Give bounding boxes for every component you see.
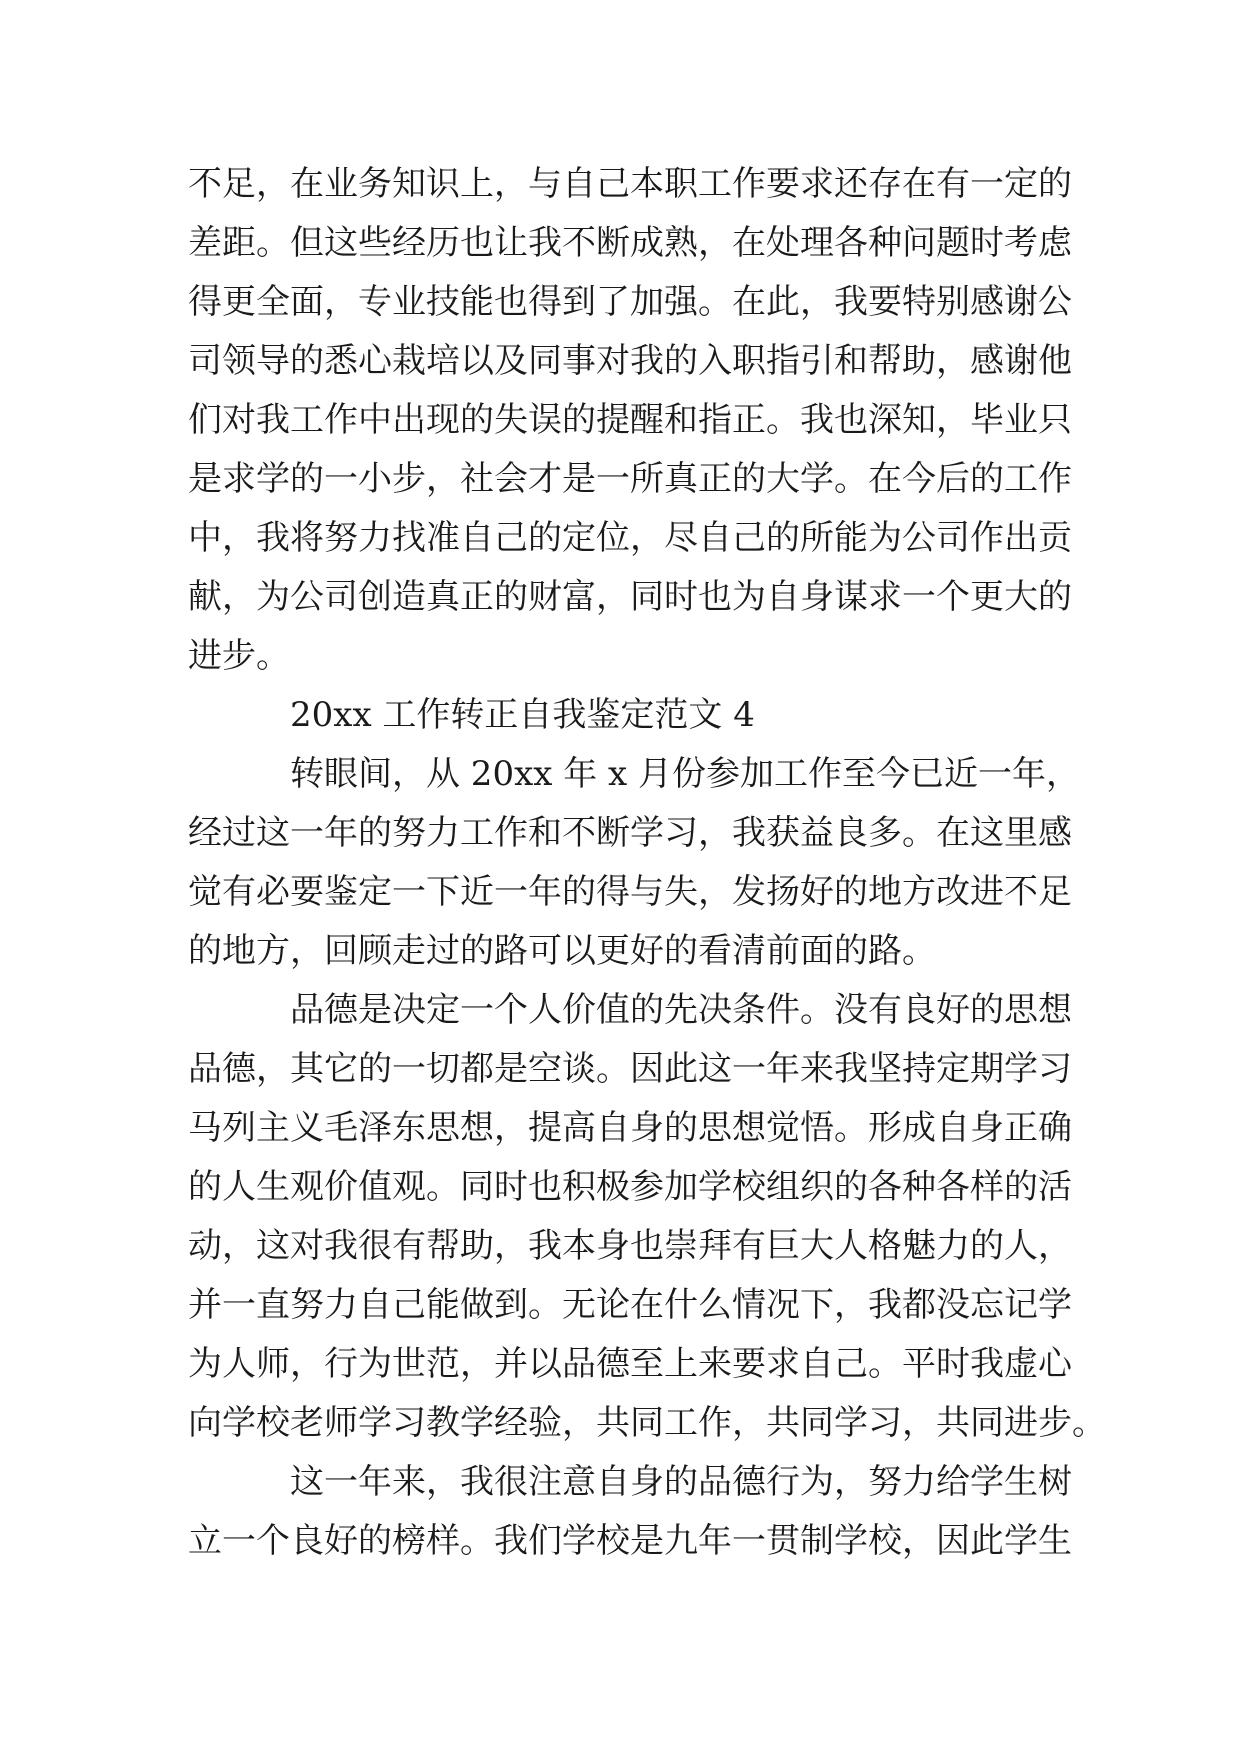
paragraph-first-line: 品德是决定一个人价值的先决条件。没有良好的思想 — [290, 990, 1072, 1030]
text-line: 马列主义毛泽东思想，提高自身的思想觉悟。形成自身正确 — [188, 1108, 1072, 1148]
text-line: 是求学的一小步，社会才是一所真正的大学。在今后的工作 — [188, 459, 1072, 499]
text-line: 司领导的悉心栽培以及同事对我的入职指引和帮助，感谢他 — [188, 341, 1072, 381]
text-line: 们对我工作中出现的失误的提醒和指正。我也深知，毕业只 — [188, 400, 1072, 440]
section-heading: 20xx 工作转正自我鉴定范文 4 — [290, 695, 755, 735]
text-line: 并一直努力自己能做到。无论在什么情况下，我都没忘记学 — [188, 1285, 1072, 1325]
paragraph-first-line: 这一年来，我很注意自身的品德行为，努力给学生树 — [290, 1462, 1072, 1502]
text-line: 觉有必要鉴定一下近一年的得与失，发扬好的地方改进不足 — [188, 872, 1072, 912]
text-line: 差距。但这些经历也让我不断成熟，在处理各种问题时考虑 — [188, 223, 1072, 263]
text-line: 动，这对我很有帮助，我本身也崇拜有巨大人格魅力的人， — [188, 1226, 1072, 1266]
text-line: 向学校老师学习教学经验，共同工作，共同学习，共同进步。 — [188, 1403, 1106, 1443]
document-body — [188, 155, 1106, 1571]
text-line: 进步。 — [188, 636, 290, 676]
text-line: 立一个良好的榜样。我们学校是九年一贯制学校，因此学生 — [188, 1521, 1072, 1561]
paragraph-first-line: 转眼间，从 20xx 年 x 月份参加工作至今已近一年， — [290, 754, 1081, 794]
text-line: 为人师，行为世范，并以品德至上来要求自己。平时我虚心 — [188, 1344, 1072, 1384]
text-line: 品德，其它的一切都是空谈。因此这一年来我坚持定期学习 — [188, 1049, 1072, 1089]
text-line: 不足，在业务知识上，与自己本职工作要求还存在有一定的 — [188, 164, 1072, 204]
text-line: 的人生观价值观。同时也积极参加学校组织的各种各样的活 — [188, 1167, 1072, 1207]
text-line: 献，为公司创造真正的财富，同时也为自身谋求一个更大的 — [188, 577, 1072, 617]
text-line: 经过这一年的努力工作和不断学习，我获益良多。在这里感 — [188, 813, 1072, 853]
text-line: 的地方，回顾走过的路可以更好的看清前面的路。 — [188, 931, 936, 971]
text-line: 中，我将努力找准自己的定位，尽自己的所能为公司作出贡 — [188, 518, 1072, 558]
text-line: 得更全面，专业技能也得到了加强。在此，我要特别感谢公 — [188, 282, 1072, 322]
